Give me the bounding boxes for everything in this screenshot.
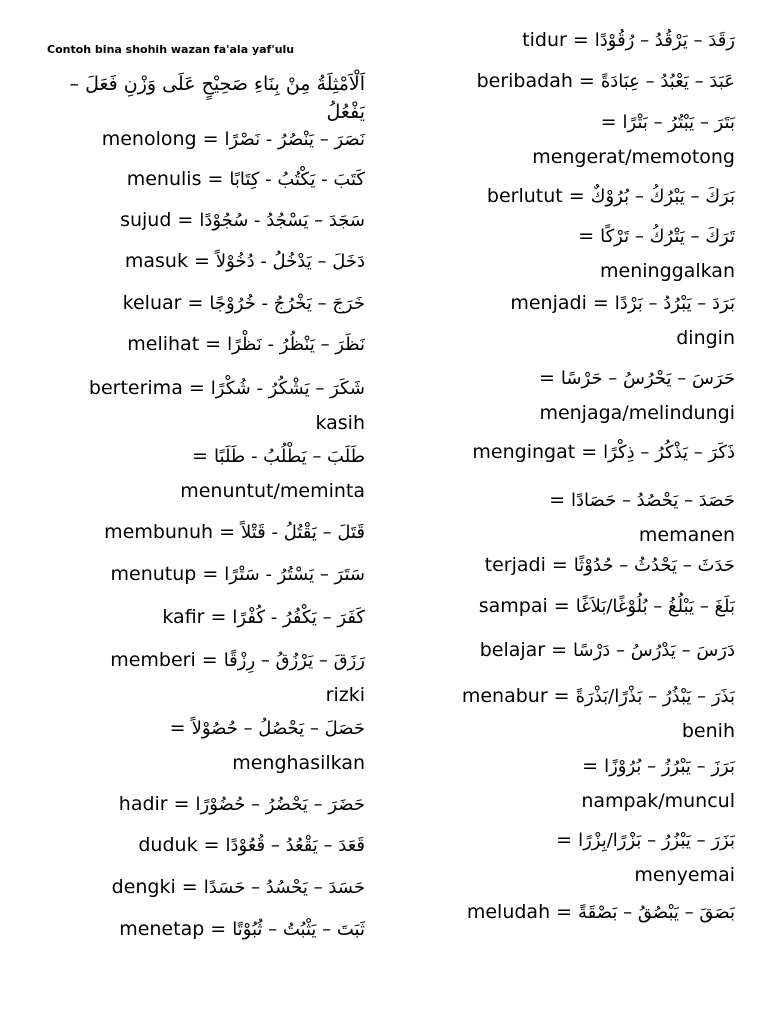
document-header: Contoh bina shohih wazan fa'ala yaf'ulu bbox=[47, 43, 295, 56]
arabic-verb-forms: ثَبَتَ – يَثْبُتُ – ثُبُوْتًا bbox=[232, 919, 365, 940]
arabic-verb-forms: طَلَبَ – يَطْلُبُ - طَلَبًا bbox=[214, 446, 365, 467]
equals-sign: = bbox=[600, 111, 617, 133]
entry-line bbox=[405, 822, 735, 858]
entry-line bbox=[405, 547, 735, 583]
arabic-verb-forms: دَرَسَ – يَدْرُسُ – دَرْسًا bbox=[573, 640, 735, 661]
meaning-text: sujud bbox=[120, 209, 172, 231]
vocab-entry bbox=[40, 370, 365, 440]
entry-line bbox=[40, 599, 365, 635]
vocab-entry bbox=[405, 894, 735, 930]
entry-line bbox=[405, 104, 735, 140]
meaning-text: kafir bbox=[162, 606, 205, 628]
entry-line bbox=[40, 202, 365, 238]
arabic-verb-forms: كَتَبَ - يَكْتُبُ - كِتَابًا bbox=[229, 169, 365, 190]
arabic-verb-forms: شَكَرَ – يَشْكُرُ - شُكْرًا bbox=[210, 378, 365, 399]
intro-arabic: اَلْاَمْثِلَةُ مِنْ بِنَاءِ صَحِيْحٍ عَلَى وَزْنِ فَعَلَ – يَفْعُلُ bbox=[69, 73, 365, 123]
arabic-verb-forms: حَسَدَ – يَحْسُدُ – حَسَدًا bbox=[203, 877, 365, 898]
equals-sign: = bbox=[572, 29, 589, 51]
entry-line bbox=[40, 243, 365, 279]
equals-sign: = bbox=[582, 755, 599, 777]
meaning-continuation: menjaga/melindungi bbox=[539, 402, 735, 424]
vocab-entry bbox=[405, 434, 735, 470]
equals-sign: = bbox=[592, 292, 609, 314]
vocab-entry bbox=[40, 642, 365, 712]
arabic-verb-forms: حَدَثَ – يَحْدُثُ – حُدُوْثًا bbox=[573, 555, 735, 576]
equals-sign: = bbox=[181, 876, 198, 898]
entry-line bbox=[405, 482, 735, 518]
arabic-verb-forms: بَزَرَ – يَبْزُرُ – بَزْرًا/بِزْرًا bbox=[578, 830, 735, 851]
entry-line bbox=[40, 642, 365, 678]
arabic-verb-forms: بَرَكَ – يَبْرُكُ – بُرُوْكٌ bbox=[590, 186, 735, 207]
equals-sign: = bbox=[578, 70, 595, 92]
arabic-verb-forms: دَخَلَ – يَدْخُلُ - دُخُوْلاً bbox=[215, 251, 365, 272]
equals-sign: = bbox=[210, 606, 227, 628]
meaning-text: menolong bbox=[101, 128, 197, 150]
entry-line bbox=[40, 514, 365, 550]
meaning-text: terjadi bbox=[484, 554, 546, 576]
equals-sign: = bbox=[556, 901, 573, 923]
vocab-entry bbox=[405, 104, 735, 174]
entry-line bbox=[40, 869, 365, 905]
arabic-verb-forms: بَتَرَ – يَبْتُرُ – بَتْرًا bbox=[622, 112, 735, 133]
entry-line bbox=[405, 678, 735, 714]
equals-sign: = bbox=[210, 918, 227, 940]
meaning-text: menetap bbox=[119, 918, 205, 940]
vocab-entry bbox=[405, 178, 735, 214]
vocab-entry bbox=[405, 822, 735, 892]
vocab-entry bbox=[405, 547, 735, 583]
entry-line bbox=[405, 360, 735, 396]
meaning-text: menulis bbox=[126, 168, 202, 190]
arabic-verb-forms: سَجَدَ – يَسْجُدُ - سُجُوْدًا bbox=[199, 210, 365, 231]
meaning-text: dengki bbox=[111, 876, 176, 898]
equals-sign: = bbox=[188, 377, 205, 399]
meaning-text: sampai bbox=[478, 595, 548, 617]
vocab-entry bbox=[40, 438, 365, 508]
meaning-continuation: kasih bbox=[315, 412, 365, 434]
arabic-verb-forms: قَتَلَ – يَقْتُلُ - قَتْلاً bbox=[240, 522, 365, 543]
meaning-continuation: menyemai bbox=[634, 864, 735, 886]
arabic-verb-forms: رَقَدَ – يَرْقُدُ – رُقُوْدًا bbox=[594, 30, 735, 51]
arabic-verb-forms: حَصَدَ – يَحْصُدُ – حَصَادًا bbox=[571, 490, 735, 511]
entry-line bbox=[40, 161, 365, 197]
arabic-verb-forms: نَظَرَ – يَنْظُرُ - نَظْرًا bbox=[227, 334, 365, 355]
equals-sign: = bbox=[539, 367, 555, 389]
entry-line bbox=[40, 121, 365, 157]
meaning-continuation: dingin bbox=[676, 327, 735, 349]
arabic-verb-forms: ذَكَرَ – يَذْكُرُ – ذِكْرًا bbox=[603, 442, 735, 463]
arabic-verb-forms: بَذَرَ – يَبْذُرُ – بَذْرًا/بَذْرَةً bbox=[575, 686, 735, 707]
vocab-entry bbox=[40, 869, 365, 905]
entry-line bbox=[405, 632, 735, 668]
entry-line bbox=[405, 894, 735, 930]
meaning-text: membunuh bbox=[104, 521, 214, 543]
meaning-continuation: menghasilkan bbox=[232, 752, 365, 774]
entry-line bbox=[405, 748, 735, 784]
equals-sign: = bbox=[207, 168, 224, 190]
equals-sign: = bbox=[219, 521, 235, 543]
vocab-entry bbox=[405, 218, 735, 288]
vocab-entry bbox=[405, 632, 735, 668]
entry-line bbox=[40, 370, 365, 406]
meaning-continuation: rizki bbox=[325, 684, 365, 706]
vocab-entry bbox=[40, 243, 365, 279]
equals-sign: = bbox=[549, 489, 565, 511]
arabic-verb-forms: قَعَدَ – يَقْعُدُ – قُعُوْدًا bbox=[225, 835, 365, 856]
vocab-entry bbox=[40, 285, 365, 321]
equals-sign: = bbox=[551, 639, 568, 661]
vocab-entry bbox=[405, 360, 735, 430]
arabic-verb-forms: سَتَرَ – يَسْتُرُ - سَتْرًا bbox=[224, 564, 365, 585]
meaning-text: belajar bbox=[479, 639, 546, 661]
vocab-entry bbox=[405, 285, 735, 355]
meaning-text: menabur bbox=[461, 685, 548, 707]
meaning-text: tidur bbox=[522, 29, 567, 51]
arabic-verb-forms: عَبَدَ – يَعْبُدُ – عِبَادَةً bbox=[600, 71, 735, 92]
equals-sign: = bbox=[205, 333, 222, 355]
meaning-text: meludah bbox=[466, 901, 551, 923]
equals-sign: = bbox=[201, 649, 218, 671]
meaning-text: masuk bbox=[124, 250, 188, 272]
meaning-continuation: mengerat/memotong bbox=[532, 146, 735, 168]
arabic-verb-forms: حَصَلَ – يَحْصُلُ – حُصُوْلاً bbox=[191, 718, 365, 739]
meaning-text: memberi bbox=[110, 649, 196, 671]
arabic-verb-forms: بَصَقَ – يَبْصُقُ – بَصْقَةً bbox=[578, 902, 735, 923]
arabic-verb-forms: حَرَسَ – يَحْرُسُ – حَرْسًا bbox=[560, 368, 735, 389]
vocab-entry bbox=[405, 588, 735, 624]
arabic-verb-forms: بَرَدَ – يَبْرُدُ – بَرْدًا bbox=[614, 293, 735, 314]
vocab-entry bbox=[40, 514, 365, 550]
entry-line bbox=[405, 178, 735, 214]
arabic-verb-forms: بَرَزَ – يَبْرُزُ – بُرُوْزًا bbox=[604, 756, 735, 777]
equals-sign: = bbox=[553, 685, 570, 707]
entry-line bbox=[40, 911, 365, 947]
equals-sign: = bbox=[203, 834, 220, 856]
vocab-entry bbox=[40, 710, 365, 780]
vocab-entry bbox=[405, 22, 735, 58]
vocab-entry bbox=[40, 121, 365, 157]
vocab-entry bbox=[405, 482, 735, 552]
meaning-text: beribadah bbox=[476, 70, 573, 92]
arabic-verb-forms: بَلَغَ – يَبْلُغُ – بُلُوْغًا/بَلاَغًا bbox=[575, 596, 735, 617]
meaning-text: hadir bbox=[118, 793, 168, 815]
entry-line bbox=[405, 588, 735, 624]
equals-sign: = bbox=[177, 209, 194, 231]
equals-sign: = bbox=[193, 250, 210, 272]
arabic-verb-forms: تَرَكَ – يَتْرُكُ – تَرْكًا bbox=[600, 226, 735, 247]
entry-line bbox=[40, 786, 365, 822]
equals-sign: = bbox=[568, 185, 585, 207]
meaning-text: menjadi bbox=[510, 292, 587, 314]
meaning-continuation: meninggalkan bbox=[600, 260, 735, 282]
entry-line bbox=[40, 827, 365, 863]
entry-line bbox=[40, 438, 365, 474]
meaning-text: melihat bbox=[127, 333, 200, 355]
entry-line bbox=[405, 434, 735, 470]
entry-line bbox=[40, 710, 365, 746]
equals-sign: = bbox=[173, 793, 190, 815]
equals-sign: = bbox=[578, 225, 595, 247]
entry-line bbox=[405, 285, 735, 321]
meaning-continuation: benih bbox=[681, 720, 735, 742]
meaning-text: keluar bbox=[122, 292, 182, 314]
vocab-entry bbox=[40, 786, 365, 822]
entry-line bbox=[405, 22, 735, 58]
arabic-verb-forms: كَفَرَ – يَكْفُرُ - كُفْرًا bbox=[232, 607, 365, 628]
equals-sign: = bbox=[551, 554, 568, 576]
meaning-continuation: memanen bbox=[638, 524, 735, 546]
meaning-continuation: menuntut/meminta bbox=[180, 480, 365, 502]
meaning-text: mengingat bbox=[472, 441, 576, 463]
arabic-verb-forms: نَصَرَ – يَنْصُرُ - نَصْرًا bbox=[224, 129, 365, 150]
equals-sign: = bbox=[556, 829, 573, 851]
entry-line bbox=[40, 285, 365, 321]
equals-sign: = bbox=[187, 292, 204, 314]
meaning-text: menutup bbox=[110, 563, 197, 585]
meaning-text: berterima bbox=[88, 377, 183, 399]
meaning-continuation: nampak/muncul bbox=[581, 790, 735, 812]
meaning-text: berlutut bbox=[486, 185, 563, 207]
vocab-entry bbox=[40, 827, 365, 863]
entry-line bbox=[405, 63, 735, 99]
vocab-entry bbox=[405, 678, 735, 748]
arabic-verb-forms: حَضَرَ – يَحْضُرُ – حُضُوْرًا bbox=[195, 794, 365, 815]
arabic-verb-forms: خَرَجَ – يَخْرُجُ - خُرُوْجًا bbox=[209, 293, 365, 314]
vocab-entry bbox=[40, 202, 365, 238]
vocab-entry bbox=[40, 161, 365, 197]
equals-sign: = bbox=[202, 128, 219, 150]
entry-line bbox=[40, 556, 365, 592]
vocab-entry bbox=[40, 599, 365, 635]
equals-sign: = bbox=[553, 595, 570, 617]
vocab-entry bbox=[405, 63, 735, 99]
entry-line bbox=[405, 218, 735, 254]
vocab-entry bbox=[40, 326, 365, 362]
equals-sign: = bbox=[169, 717, 186, 739]
vocab-entry bbox=[40, 556, 365, 592]
vocab-entry bbox=[405, 748, 735, 818]
meaning-text: duduk bbox=[138, 834, 198, 856]
vocab-entry bbox=[40, 911, 365, 947]
entry-line bbox=[40, 326, 365, 362]
equals-sign: = bbox=[192, 445, 209, 467]
arabic-verb-forms: رَزَقَ – يَرْزُقُ – رِزْقًا bbox=[223, 650, 365, 671]
equals-sign: = bbox=[581, 441, 598, 463]
equals-sign: = bbox=[202, 563, 219, 585]
